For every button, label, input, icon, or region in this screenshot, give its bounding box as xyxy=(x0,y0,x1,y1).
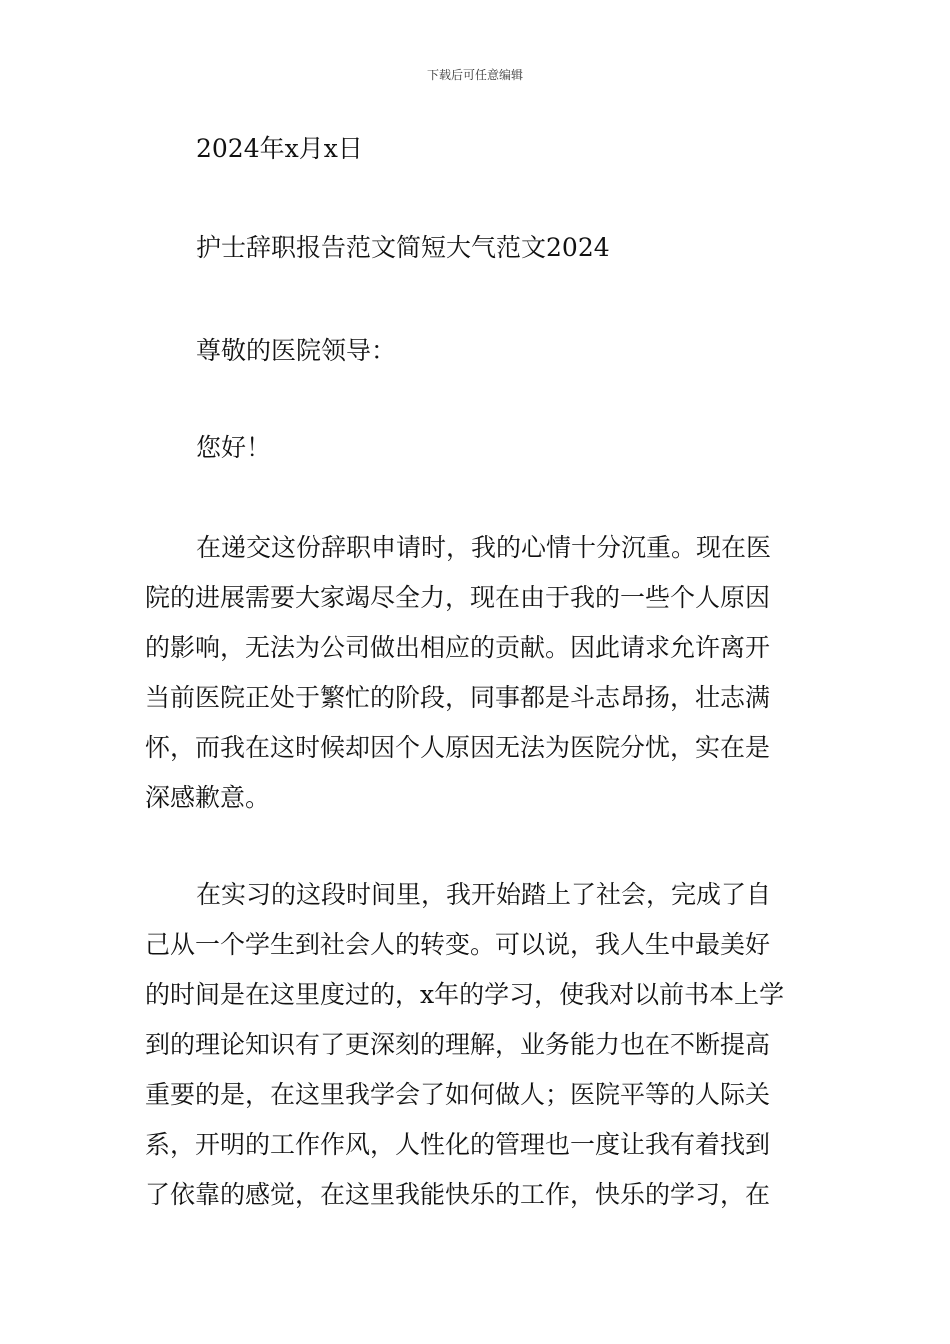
paragraph-line: 了依靠的感觉，在这里我能快乐的工作，快乐的学习，在 xyxy=(145,1180,771,1209)
page-header: 下载后可任意编辑 xyxy=(426,68,523,82)
paragraph-line: 怀，而我在这时候却因个人原因无法为医院分忧，实在是 xyxy=(145,733,771,762)
paragraph-1 xyxy=(145,523,810,823)
paragraph-line: 到的理论知识有了更深刻的理解，业务能力也在不断提高 xyxy=(145,1030,771,1059)
paragraph-line: 的时间是在这里度过的，x年的学习，使我对以前书本上学 xyxy=(145,980,785,1009)
paragraph-line: 在递交这份辞职申请时，我的心情十分沉重。现在医 xyxy=(196,533,772,562)
paragraph-2 xyxy=(145,870,810,1220)
date-line: 2024年x月x日 xyxy=(196,134,363,163)
paragraph-line: 院的进展需要大家竭尽全力，现在由于我的一些个人原因 xyxy=(145,583,771,612)
paragraph-line: 的影响，无法为公司做出相应的贡献。因此请求允许离开 xyxy=(145,633,771,662)
paragraph-line: 在实习的这段时间里，我开始踏上了社会，完成了自 xyxy=(196,880,772,909)
greeting: 您好！ xyxy=(196,433,272,462)
paragraph-line: 深感歉意。 xyxy=(145,783,271,812)
paragraph-line: 己从一个学生到社会人的转变。可以说，我人生中最美好 xyxy=(145,930,771,959)
paragraph-line: 当前医院正处于繁忙的阶段，同事都是斗志昂扬，壮志满 xyxy=(145,683,771,712)
paragraph-line: 系，开明的工作作风，人性化的管理也一度让我有着找到 xyxy=(145,1130,771,1159)
salutation: 尊敬的医院领导： xyxy=(196,336,397,365)
document-title: 护士辞职报告范文简短大气范文2024 xyxy=(196,233,610,262)
paragraph-line: 重要的是，在这里我学会了如何做人；医院平等的人际关 xyxy=(145,1080,771,1109)
